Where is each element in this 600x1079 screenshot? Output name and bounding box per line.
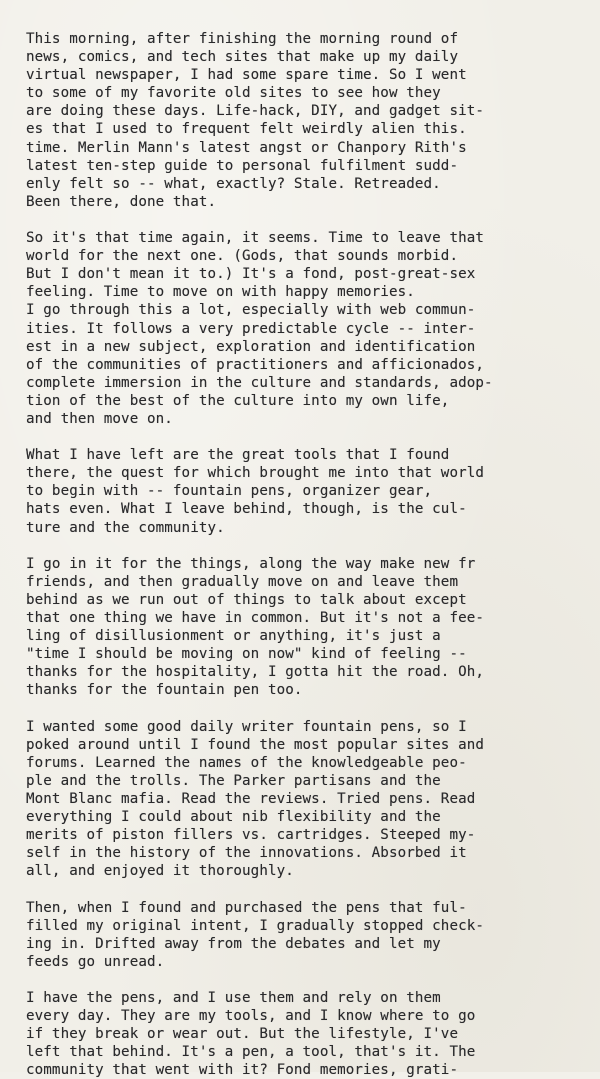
text-line: left that behind. It's a pen, a tool, that's it. The <box>26 1044 476 1061</box>
text-line: Mont Blanc mafia. Read the reviews. Tried pens. Read <box>26 790 476 807</box>
text-line: ple and the trolls. The Parker partisans and the <box>26 772 441 789</box>
paragraph-3 <box>26 446 580 536</box>
text-line: So it's that time again, it seems. Time to leave that <box>26 230 485 247</box>
text-line: I go through this a lot, especially with web commun- <box>26 302 476 319</box>
text-line: to begin with -- fountain pens, organizer gear, <box>26 483 433 500</box>
paragraph-2 <box>26 229 580 428</box>
paragraph-5 <box>26 718 580 881</box>
text-line: behind as we run out of things to talk about except <box>26 591 467 608</box>
text-line: feeds go unread. <box>26 953 165 970</box>
text-line: thanks for the hospitality, I gotta hit the road. Oh, <box>26 664 485 681</box>
text-line: thanks for the fountain pen too. <box>26 682 303 699</box>
text-line: latest ten-step guide to personal fulfilment sudd- <box>26 157 459 174</box>
text-line: tion of the best of the culture into my own life, <box>26 392 450 409</box>
text-line: and then move on. <box>26 410 173 427</box>
text-line: ture and the community. <box>26 519 225 536</box>
text-line: But I don't mean it to.) It's a fond, post-great-sex <box>26 266 476 283</box>
text-line: all, and enjoyed it thoroughly. <box>26 863 294 880</box>
text-line: "time I should be moving on now" kind of feeling -- <box>26 646 467 663</box>
text-line: ling of disillusionment or anything, it's just a <box>26 628 441 645</box>
text-line: merits of piston fillers vs. cartridges. Steeped my- <box>26 827 476 844</box>
text-line: community that went with it? Fond memories, grati- <box>26 1062 459 1079</box>
paragraph-4 <box>26 555 580 700</box>
text-line: enly felt so -- what, exactly? Stale. Retreaded. <box>26 175 441 192</box>
text-line: hats even. What I leave behind, though, is the cul- <box>26 501 467 518</box>
text-line: I wanted some good daily writer fountain pens, so I <box>26 718 467 735</box>
text-line: that one thing we have in common. But it's not a fee- <box>26 610 485 626</box>
text-line: time. Merlin Mann's latest angst or Chanpory Rith's <box>26 139 467 156</box>
text-line: there, the quest for which brought me into that world <box>26 465 485 482</box>
text-line: virtual newspaper, I had some spare time. So I went <box>26 67 467 84</box>
text-line: ities. It follows a very predictable cycle -- inter- <box>26 320 476 337</box>
paragraph-1 <box>26 30 580 211</box>
text-line: complete immersion in the culture and standards, adop- <box>26 374 493 391</box>
text-line: world for the next one. (Gods, that sounds morbid. <box>26 248 459 265</box>
text-line: I go in it for the things, along the way make new fr <box>26 555 476 572</box>
text-line: est in a new subject, exploration and identification <box>26 338 476 355</box>
text-line: of the communities of practitioners and afficionados, <box>26 356 485 373</box>
text-line: This morning, after finishing the morning round of <box>26 31 459 47</box>
text-line: I have the pens, and I use them and rely on them <box>26 989 441 1006</box>
text-line: feeling. Time to move on with happy memories. <box>26 284 415 301</box>
text-line: ing in. Drifted away from the debates and let my <box>26 935 441 952</box>
text-line: every day. They are my tools, and I know where to go <box>26 1008 476 1025</box>
text-line: news, comics, and tech sites that make up my daily <box>26 49 459 66</box>
text-line: poked around until I found the most popular sites and <box>26 736 485 753</box>
paragraph-6 <box>26 899 580 971</box>
text-line: forums. Learned the names of the knowledgeable peo- <box>26 754 467 771</box>
text-line: if they break or wear out. But the lifestyle, I've <box>26 1026 459 1043</box>
text-line: self in the history of the innovations. Absorbed it <box>26 845 467 862</box>
text-line: everything I could about nib flexibility and the <box>26 809 441 826</box>
text-line: Been there, done that. <box>26 193 217 210</box>
text-line: Then, when I found and purchased the pens that ful- <box>26 899 467 916</box>
text-line: What I have left are the great tools that I found <box>26 447 450 464</box>
paragraph-7 <box>26 989 580 1079</box>
text-line: are doing these days. Life-hack, DIY, and gadget sit- <box>26 103 485 120</box>
text-line: to some of my favorite old sites to see how they <box>26 85 441 102</box>
text-line: friends, and then gradually move on and leave them <box>26 573 459 590</box>
text-line: es that I used to frequent felt weirdly alien this. <box>26 121 467 138</box>
text-line: filled my original intent, I gradually stopped check- <box>26 917 485 934</box>
